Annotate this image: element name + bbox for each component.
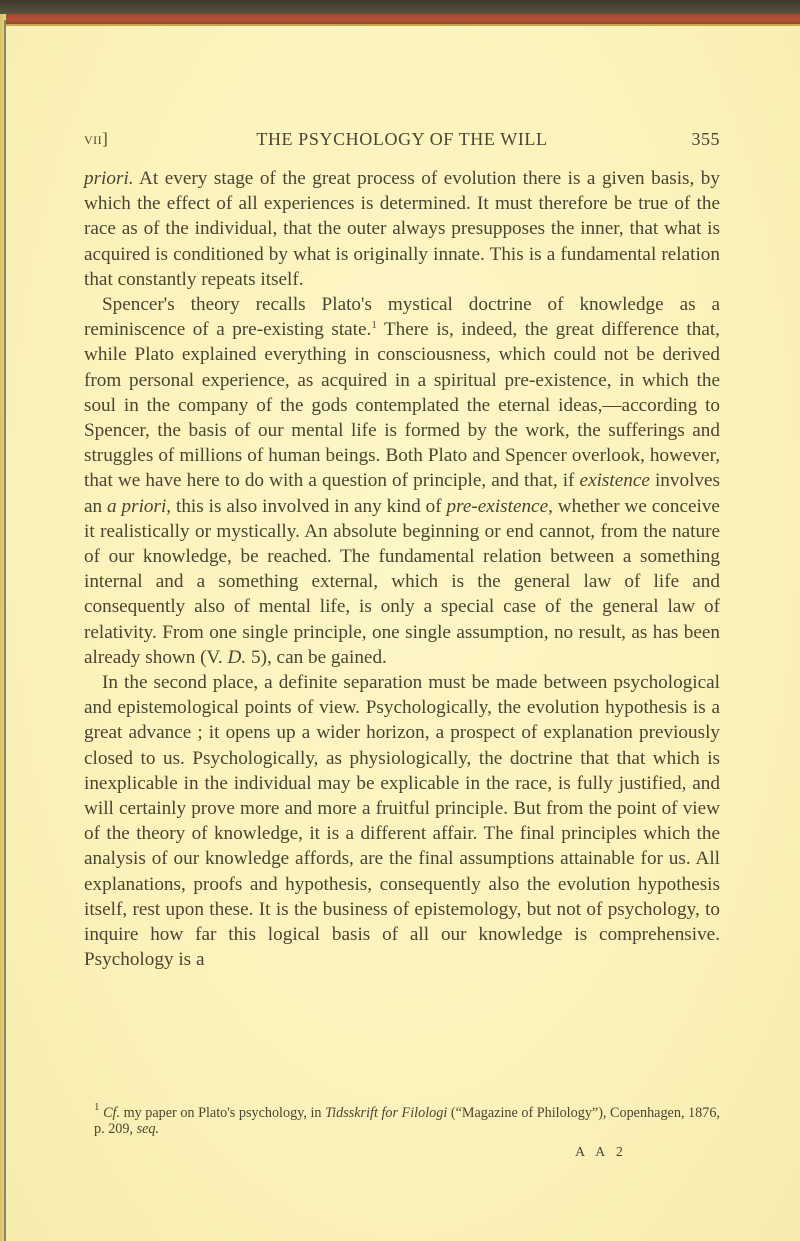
- text-run: In the second place, a definite separation must be made between psychological and epistemological points of view. Psychologically, the evolution hypothesis is a great advance ; it opens up a wider horizon, a prospect of explanation previously closed to us. Psychologically, as physiologically, the doctrine that that which is inexplicable in the individual may be explicable in the race, is fully justified, and will certainly prove more and more a fruitful principle. But from the point of view of the theory of knowledge, it is a different affair. The final principles which the analysis of our knowledge affords, are the final assumptions attainable for us. All explanations, proofs and hypothesis, consequently also the evolution hypothesis itself, rest upon these. It is the business of epistemology, but not of psychology, to inquire how far this logical basis of all our knowledge is comprehensive. Psychology is a: [84, 672, 720, 971]
- text-run: (“Magazine of Philology”), Copenhagen, 1876, p. 209,: [94, 1105, 720, 1137]
- italic-text: a priori: [107, 495, 167, 517]
- paragraph: [84, 292, 720, 670]
- book-edge-red-binding: [0, 14, 800, 24]
- text-run: my paper on Plato's psychology, in: [120, 1105, 326, 1121]
- paragraph: [84, 670, 720, 972]
- footnote: [84, 1101, 720, 1137]
- text-run: 5), can be gained.: [246, 646, 387, 668]
- italic-text: seq.: [136, 1121, 160, 1137]
- italic-text: Cf.: [103, 1105, 121, 1121]
- footnote-marker: 1: [94, 1101, 100, 1113]
- italic-text: pre-existence: [446, 495, 549, 517]
- text-run: At every stage of the great process of evolution there is a given basis, by which the effect of all experiences is determined. It must therefore be true of the race as of the individual, that the outer always presupposes the inner, that what is acquired is conditioned by what is originally innate. This is a fundamental relation that constantly repeats itself.: [84, 168, 720, 290]
- running-head: [84, 129, 720, 153]
- text-run: involves an: [84, 470, 720, 517]
- text-run: , whether we conceive it realistically or mystically. An absolute beginning or end cannot, from the nature of our knowledge, be reached. The fundamental relation between a something internal and a something external, which is the general law of life and consequently also of mental life, is only a special case of the general law of relativity. From one single principle, one single assumption, no result, as has been already shown (V.: [84, 495, 720, 668]
- page-gutter-line: [4, 20, 6, 1241]
- text-run: There is, indeed, the great difference that, while Plato explained everything in consciousness, which could not be derived from personal experience, as acquired in a spiritual pre-existence, in which the soul in the company of the gods contemplated the eternal ideas,—according to Spencer, the basis of our mental life is formed by the work, the sufferings and struggles of millions of human beings. Both Plato and Spencer overlook, however, that we have here to do with a question of principle, and that, if: [84, 319, 720, 492]
- chapter-marker: vii]: [84, 129, 109, 148]
- page-number: 355: [691, 129, 720, 149]
- italic-text: D.: [227, 646, 247, 668]
- footnote-text: [84, 1101, 720, 1137]
- running-title: THE PSYCHOLOGY OF THE WILL: [256, 129, 548, 149]
- text-run: , this is also involved in any kind of: [166, 495, 447, 517]
- book-edge-dark: [0, 0, 800, 14]
- body-text: [84, 166, 720, 973]
- text-run: Spencer's theory recalls Plato's mystical doctrine of knowledge as a reminiscence of a pre-existing state.: [84, 294, 720, 341]
- italic-text: priori.: [84, 168, 134, 189]
- italic-text: Tidsskrift for Filologi: [325, 1105, 448, 1121]
- footnote-reference: 1: [371, 319, 377, 332]
- signature-mark: A A 2: [575, 1145, 627, 1160]
- paragraph: [84, 166, 720, 292]
- italic-text: existence: [579, 470, 650, 492]
